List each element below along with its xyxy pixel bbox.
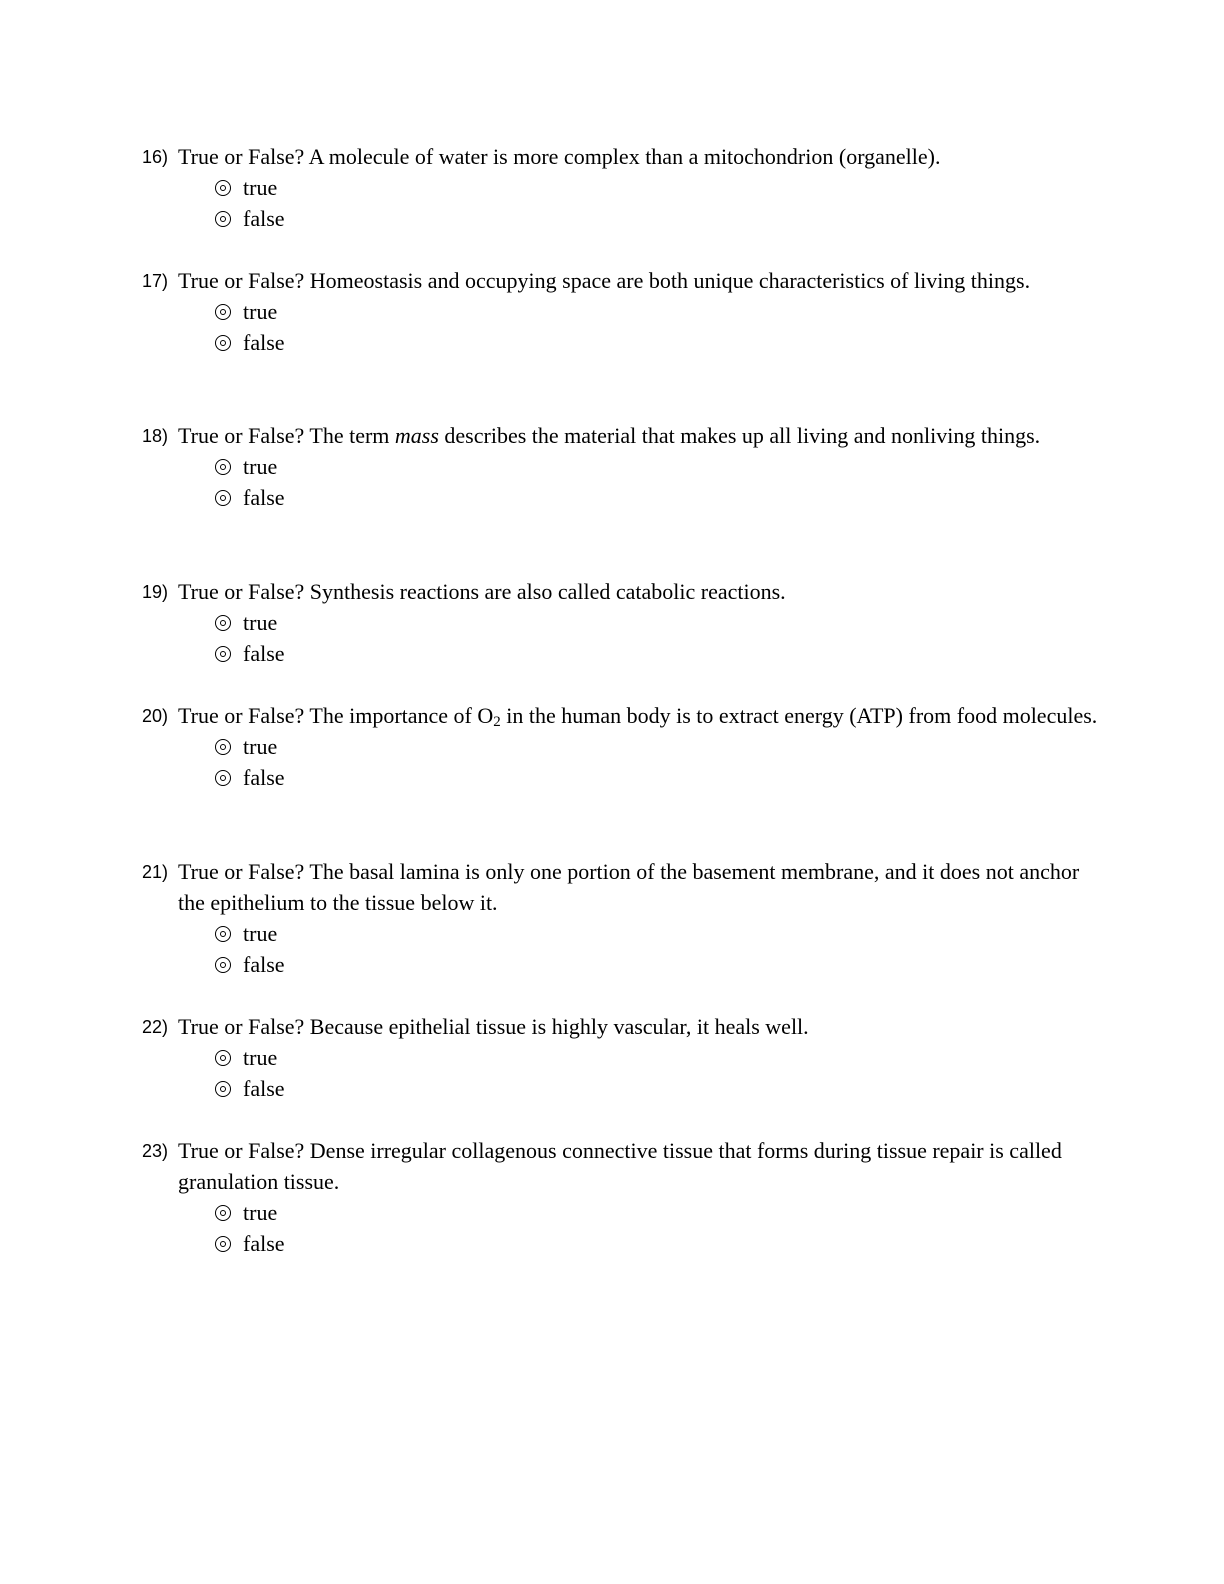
question-number: 17) — [142, 271, 169, 291]
option-label: false — [243, 1230, 285, 1256]
radio-button-icon[interactable] — [215, 211, 231, 227]
question-22 — [142, 1011, 1102, 1104]
question-stem — [142, 700, 1102, 731]
option-false[interactable] — [215, 1073, 1102, 1104]
question-text — [178, 703, 1097, 728]
radio-button-icon[interactable] — [215, 926, 231, 942]
option-false[interactable] — [215, 949, 1102, 980]
question-23 — [142, 1135, 1102, 1259]
answer-options — [142, 731, 1102, 793]
question-text — [178, 423, 1040, 448]
question-21 — [142, 856, 1102, 980]
option-true[interactable] — [215, 731, 1102, 762]
radio-button-icon[interactable] — [215, 1236, 231, 1252]
answer-options — [142, 1042, 1102, 1104]
question-number: 22) — [142, 1017, 169, 1037]
option-label: false — [243, 484, 285, 510]
radio-button-icon[interactable] — [215, 490, 231, 506]
question-stem — [142, 1135, 1102, 1197]
option-true[interactable] — [215, 296, 1102, 327]
question-number: 23) — [142, 1141, 169, 1161]
radio-button-icon[interactable] — [215, 1081, 231, 1097]
option-label: true — [243, 298, 278, 324]
option-label: true — [243, 733, 278, 759]
option-label: true — [243, 1199, 278, 1225]
question-text-subscript: 2 — [493, 714, 501, 730]
option-false[interactable] — [215, 327, 1102, 358]
radio-button-icon[interactable] — [215, 770, 231, 786]
option-true[interactable] — [215, 451, 1102, 482]
option-label: true — [243, 1044, 278, 1070]
option-true[interactable] — [215, 1197, 1102, 1228]
option-true[interactable] — [215, 172, 1102, 203]
question-text — [178, 268, 1030, 293]
question-text-part: True or False? Because epithelial tissue is highly vascular, it heals well. — [178, 1014, 809, 1039]
question-text — [178, 859, 1079, 915]
option-false[interactable] — [215, 1228, 1102, 1259]
question-text-part: True or False? The term — [178, 423, 395, 448]
question-stem — [142, 576, 1102, 607]
question-text-part: True or False? The importance of O — [178, 703, 494, 728]
radio-button-icon[interactable] — [215, 957, 231, 973]
option-label: false — [243, 205, 285, 231]
radio-button-icon[interactable] — [215, 1050, 231, 1066]
option-label: true — [243, 174, 278, 200]
option-label: true — [243, 920, 278, 946]
option-true[interactable] — [215, 607, 1102, 638]
question-text-part: in the human body is to extract energy (ATP) from food molecules. — [500, 703, 1098, 728]
option-label: true — [243, 453, 278, 479]
question-17 — [142, 265, 1102, 358]
answer-options — [142, 296, 1102, 358]
option-false[interactable] — [215, 762, 1102, 793]
question-text-part: True or False? The basal lamina is only one portion of the basement membrane, and it does not anchor the epithelium to the tissue below it. — [178, 859, 1080, 915]
radio-button-icon[interactable] — [215, 304, 231, 320]
question-stem — [142, 1011, 1102, 1042]
question-19 — [142, 576, 1102, 669]
radio-button-icon[interactable] — [215, 335, 231, 351]
answer-options — [142, 1197, 1102, 1259]
question-text — [178, 144, 940, 169]
option-false[interactable] — [215, 638, 1102, 669]
question-stem — [142, 856, 1102, 918]
answer-options — [142, 607, 1102, 669]
question-text — [178, 579, 786, 604]
question-stem — [142, 141, 1102, 172]
option-false[interactable] — [215, 203, 1102, 234]
question-text — [178, 1014, 809, 1039]
question-18 — [142, 420, 1102, 513]
question-text-part: describes the material that makes up all living and nonliving things. — [438, 423, 1041, 448]
question-number: 20) — [142, 706, 169, 726]
radio-button-icon[interactable] — [215, 1205, 231, 1221]
option-true[interactable] — [215, 918, 1102, 949]
option-label: false — [243, 329, 285, 355]
option-label: false — [243, 1075, 285, 1101]
answer-options — [142, 451, 1102, 513]
option-label: false — [243, 951, 285, 977]
radio-button-icon[interactable] — [215, 615, 231, 631]
question-20 — [142, 700, 1102, 793]
option-label: true — [243, 609, 278, 635]
question-stem — [142, 265, 1102, 296]
radio-button-icon[interactable] — [215, 646, 231, 662]
question-number: 18) — [142, 426, 169, 446]
answer-options — [142, 172, 1102, 234]
answer-options — [142, 918, 1102, 980]
option-label: false — [243, 640, 285, 666]
question-number: 19) — [142, 582, 169, 602]
question-16 — [142, 141, 1102, 234]
question-text — [178, 1138, 1062, 1194]
option-label: false — [243, 764, 285, 790]
question-text-part: True or False? A molecule of water is more complex than a mitochondrion (organelle). — [178, 144, 941, 169]
question-text-italic-term: mass — [394, 423, 439, 448]
question-text-part: True or False? Homeostasis and occupying space are both unique characteristics of living things. — [178, 268, 1031, 293]
option-true[interactable] — [215, 1042, 1102, 1073]
option-false[interactable] — [215, 482, 1102, 513]
question-text-part: True or False? Dense irregular collagenous connective tissue that forms during tissue repair is called granulation tissue. — [178, 1138, 1062, 1194]
question-text-part: True or False? Synthesis reactions are also called catabolic reactions. — [178, 579, 786, 604]
radio-button-icon[interactable] — [215, 739, 231, 755]
radio-button-icon[interactable] — [215, 459, 231, 475]
radio-button-icon[interactable] — [215, 180, 231, 196]
question-stem — [142, 420, 1102, 451]
question-number: 16) — [142, 147, 169, 167]
question-number: 21) — [142, 862, 169, 882]
